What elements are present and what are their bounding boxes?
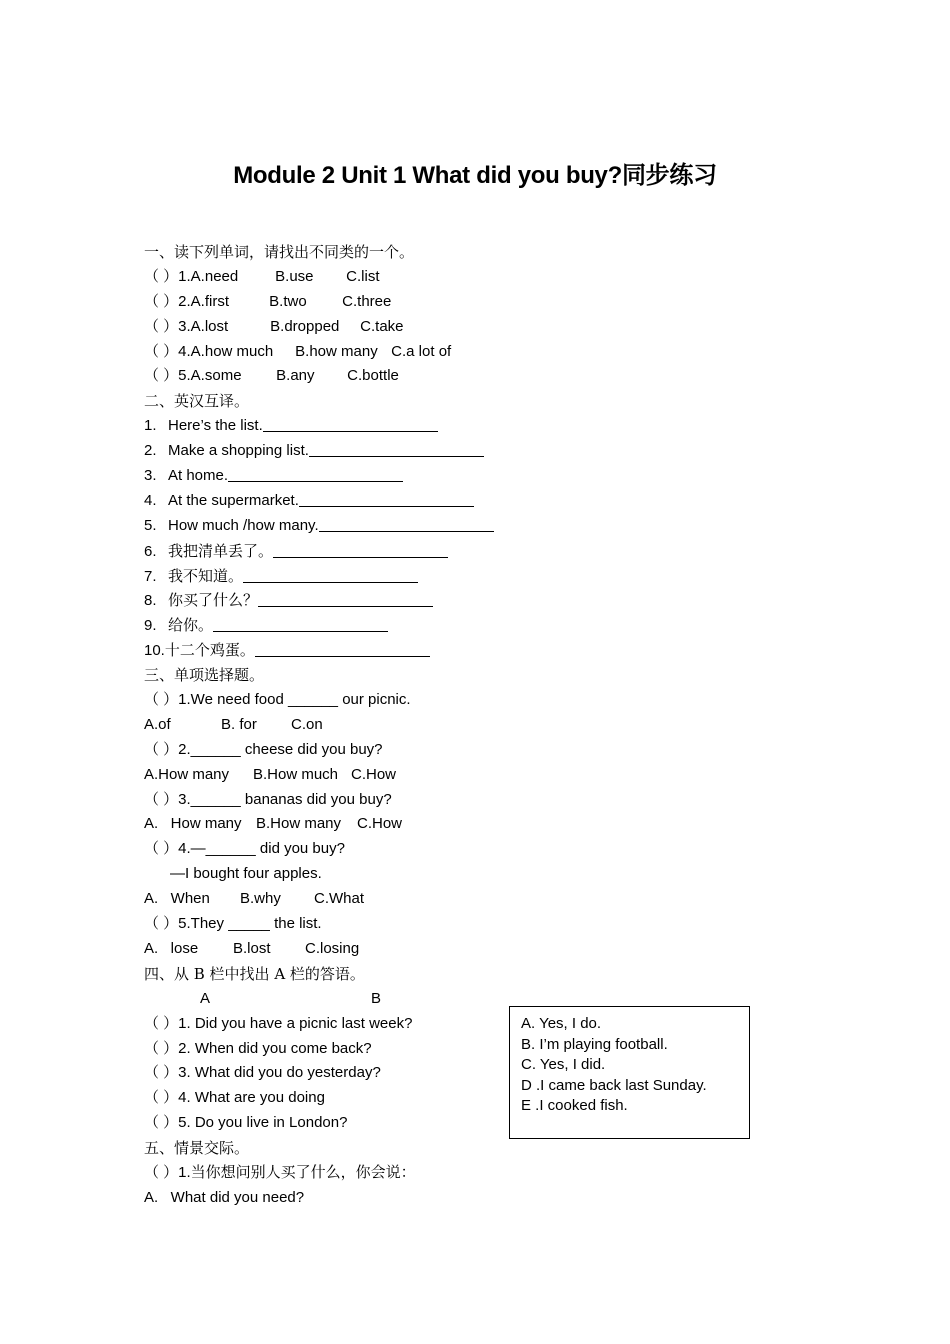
- translation-item: [144, 439, 564, 464]
- answer-paren: （ ）: [144, 267, 179, 285]
- s1-item: [144, 290, 564, 315]
- matching-question: （ ）3. What did you do yesterday?: [144, 1064, 381, 1082]
- worksheet-body: [144, 240, 564, 1211]
- answer-blank[interactable]: [228, 465, 403, 482]
- answer-blank[interactable]: [273, 541, 448, 558]
- option-b: B. for: [221, 715, 257, 733]
- mc-options: [144, 937, 564, 962]
- item-number: 1.: [144, 417, 157, 435]
- answer-blank[interactable]: [255, 640, 430, 657]
- section-2-heading: 二、英汉互译。: [144, 392, 250, 411]
- matching-question: （ ）5. Do you live in London?: [144, 1114, 348, 1132]
- matching-question: （ ）2. When did you come back?: [144, 1039, 372, 1057]
- translation-item: [144, 564, 564, 589]
- translation-item: [144, 414, 564, 439]
- mc-options: [144, 812, 564, 837]
- matching-question: （ ）4. What are you doing: [144, 1089, 325, 1107]
- option-b: B.two: [269, 292, 307, 310]
- answer-blank[interactable]: [319, 515, 494, 532]
- answer-option: E .I cooked fish.: [521, 1097, 628, 1114]
- mc-question: （ ）2.______ cheese did you buy?: [144, 740, 383, 758]
- answer-paren: （ ）: [144, 367, 179, 385]
- item-text: Here’s the list.: [168, 417, 263, 435]
- answer-blank[interactable]: [309, 440, 484, 457]
- option-b: B.lost: [233, 939, 271, 957]
- answer-blank[interactable]: [258, 590, 433, 607]
- option-c: C.What: [314, 890, 365, 908]
- answer-blank[interactable]: [213, 615, 388, 632]
- page-title: Module 2 Unit 1 What did you buy?同步练习: [233, 162, 717, 189]
- answer-blank[interactable]: [243, 566, 418, 583]
- option-a: A.of: [144, 715, 171, 733]
- answer-blank[interactable]: [299, 490, 474, 507]
- mc-question: （ ）1.We need food ______ our picnic.: [144, 691, 411, 709]
- item-number: 7.: [144, 567, 157, 585]
- answer-option: D .I came back last Sunday.: [521, 1076, 707, 1094]
- answer-option: A. Yes, I do.: [521, 1015, 602, 1032]
- item-number: 8.: [144, 592, 157, 610]
- translation-item: [144, 638, 564, 663]
- answer-paren: （ ）: [144, 317, 179, 335]
- option-a: 5.A.some: [178, 367, 242, 385]
- option-b: B.how many: [295, 342, 378, 360]
- mc-question: （ ）4.—______ did you buy?: [144, 840, 345, 858]
- option-a: A.How many: [144, 765, 230, 783]
- option-a: A. lose: [144, 939, 199, 957]
- item-text: At the supermarket.: [168, 491, 299, 509]
- item-number: 5.: [144, 516, 157, 534]
- column-b-label: B: [371, 989, 382, 1007]
- item-number: 2.: [144, 442, 157, 460]
- item-number: 3.: [144, 467, 157, 485]
- option-c: C.How: [357, 815, 403, 833]
- option-b: B.any: [276, 367, 315, 385]
- answer-option: C. Yes, I did.: [521, 1056, 606, 1073]
- option-c: C.How: [351, 765, 397, 783]
- translation-item: [144, 464, 564, 489]
- dialogue-question: （ ）1.当你想问别人买了什么，你会说：: [144, 1163, 416, 1181]
- mc-options: [144, 763, 564, 788]
- option-a: 3.A.lost: [178, 317, 229, 335]
- item-number: 6.: [144, 542, 157, 560]
- option-b: B.How many: [256, 815, 342, 833]
- option-b: B.How much: [253, 765, 339, 783]
- section-3-heading: 三、单项选择题。: [144, 666, 265, 685]
- option-c: C.a lot of: [391, 342, 452, 360]
- s1-item: [144, 340, 564, 365]
- item-text: 我把清单丢了。: [168, 541, 274, 560]
- item-number: 10.: [144, 642, 165, 660]
- item-number: 4.: [144, 491, 157, 509]
- option-a: 4.A.how much: [178, 342, 274, 360]
- answer-blank[interactable]: [263, 415, 438, 432]
- option-c: C.on: [291, 715, 323, 733]
- mc-question: （ ）3.______ bananas did you buy?: [144, 790, 392, 808]
- column-a-label: A: [200, 989, 211, 1007]
- item-text: 十二个鸡蛋。: [164, 641, 255, 660]
- option-a: 2.A.first: [178, 292, 230, 310]
- s1-item: [144, 315, 564, 340]
- answer-paren: （ ）: [144, 342, 179, 360]
- answer-box-b: [509, 1006, 750, 1139]
- option-b: B.why: [240, 890, 281, 908]
- item-text: 你买了什么？: [168, 591, 259, 610]
- answer-paren: （ ）: [144, 292, 179, 310]
- option-b: B.dropped: [270, 317, 340, 335]
- answer-option: B. I’m playing football.: [521, 1035, 668, 1053]
- item-text: At home.: [168, 467, 229, 485]
- mc-options: [144, 713, 564, 738]
- option-a: A. How many: [144, 815, 242, 833]
- s1-item: [144, 265, 564, 290]
- option-a: A. When: [144, 890, 210, 908]
- item-text: 我不知道。: [168, 566, 244, 585]
- translation-item: [144, 489, 564, 514]
- translation-item: [144, 613, 564, 638]
- section-5-heading: 五、情景交际。: [144, 1139, 250, 1158]
- item-text: How much /how many.: [168, 516, 319, 534]
- option-b: B.use: [275, 267, 314, 285]
- item-number: 9.: [144, 617, 157, 635]
- section-4-heading: 四、从 B 栏中找出 A 栏的答语。: [144, 964, 365, 983]
- option-c: C.three: [342, 292, 392, 310]
- option-c: C.bottle: [347, 367, 399, 385]
- mc-question: （ ）5.They _____ the list.: [144, 915, 322, 933]
- matching-question: （ ）1. Did you have a picnic last week?: [144, 1014, 413, 1032]
- dialogue-option-a: A. What did you need?: [144, 1188, 305, 1206]
- option-a: 1.A.need: [178, 267, 239, 285]
- option-c: C.list: [346, 267, 380, 285]
- s1-item: [144, 364, 564, 389]
- option-c: C.take: [360, 317, 404, 335]
- translation-item: [144, 514, 564, 539]
- translation-item: [144, 539, 564, 564]
- mc-options: [144, 887, 564, 912]
- item-text: Make a shopping list.: [168, 442, 309, 460]
- item-text: 给你。: [168, 616, 214, 635]
- translation-item: [144, 588, 564, 613]
- section-1-heading: 一、读下列单词，请找出不同类的一个。: [144, 243, 415, 261]
- column-headers: [144, 987, 564, 1012]
- mc-reply: —I bought four apples.: [170, 865, 322, 883]
- option-c: C.losing: [305, 939, 360, 957]
